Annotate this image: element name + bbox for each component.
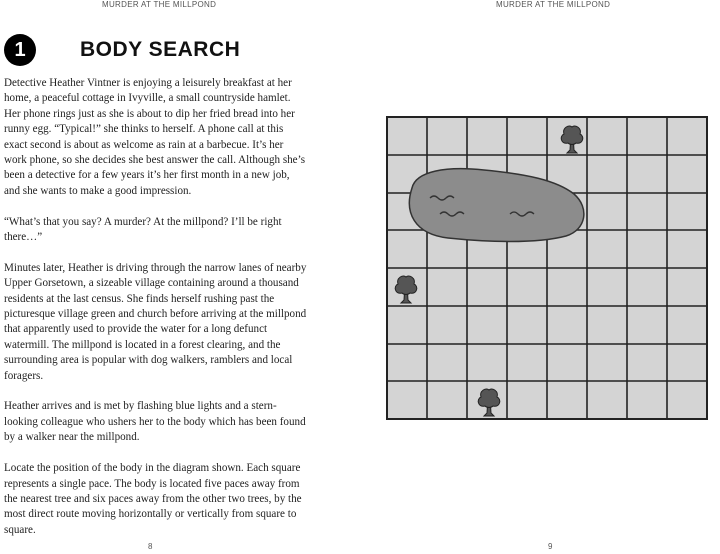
body-text [4, 76, 308, 554]
page-number-left: 8 [148, 542, 153, 551]
running-head-right: MURDER AT THE MILLPOND [496, 0, 611, 9]
paragraph-3: Minutes later, Heather is driving through the narrow lanes of nearby Upper Gorsetown, a sizeable village containing around a thousand residents at the last census. She finds herself rushing past the picturesque village green and church before arriving at the millpond that apparently used to provide the water for a long defunct watermill. The millpond is located in a forest clearing, and the surrounding area is popular with dog walkers, ramblers and local foragers. [4, 261, 307, 382]
running-head-left: MURDER AT THE MILLPOND [102, 0, 217, 9]
paragraph-5: Locate the position of the body in the diagram shown. Each square represents a single pace. The body is located five paces away from the nearest tree and six paces away from the other two trees, by the most direct route moving horizontally or vertically from square to square. [4, 462, 302, 536]
page-number-right: 9 [548, 542, 553, 551]
chapter-number-badge: 1 [4, 34, 36, 66]
millpond-grid-diagram [386, 116, 709, 421]
paragraph-2: “What’s that you say? A murder? At the millpond? I’ll be right there…” [4, 215, 282, 244]
paragraph-1: Detective Heather Vintner is enjoying a leisurely breakfast at her home, a peaceful cottage in Ivyville, a small countryside hamlet. Her phone rings just as she is about to dip her fried bread into her runny egg. “Typical!” she thinks to herself. A phone call at this exact second is about as welcome as rain at a barbecue. It’s her work phone, so she decides she best answer the call. Although she’s been a detective for a few years it’s her first month in a new job, and she wants to make a good impression. [4, 77, 306, 197]
paragraph-4: Heather arrives and is met by flashing blue lights and a stern-looking colleague who ushers her to the body which has been found by a walker near the millpond. [4, 400, 306, 444]
chapter-heading [4, 34, 241, 66]
chapter-title: BODY SEARCH [80, 38, 241, 61]
